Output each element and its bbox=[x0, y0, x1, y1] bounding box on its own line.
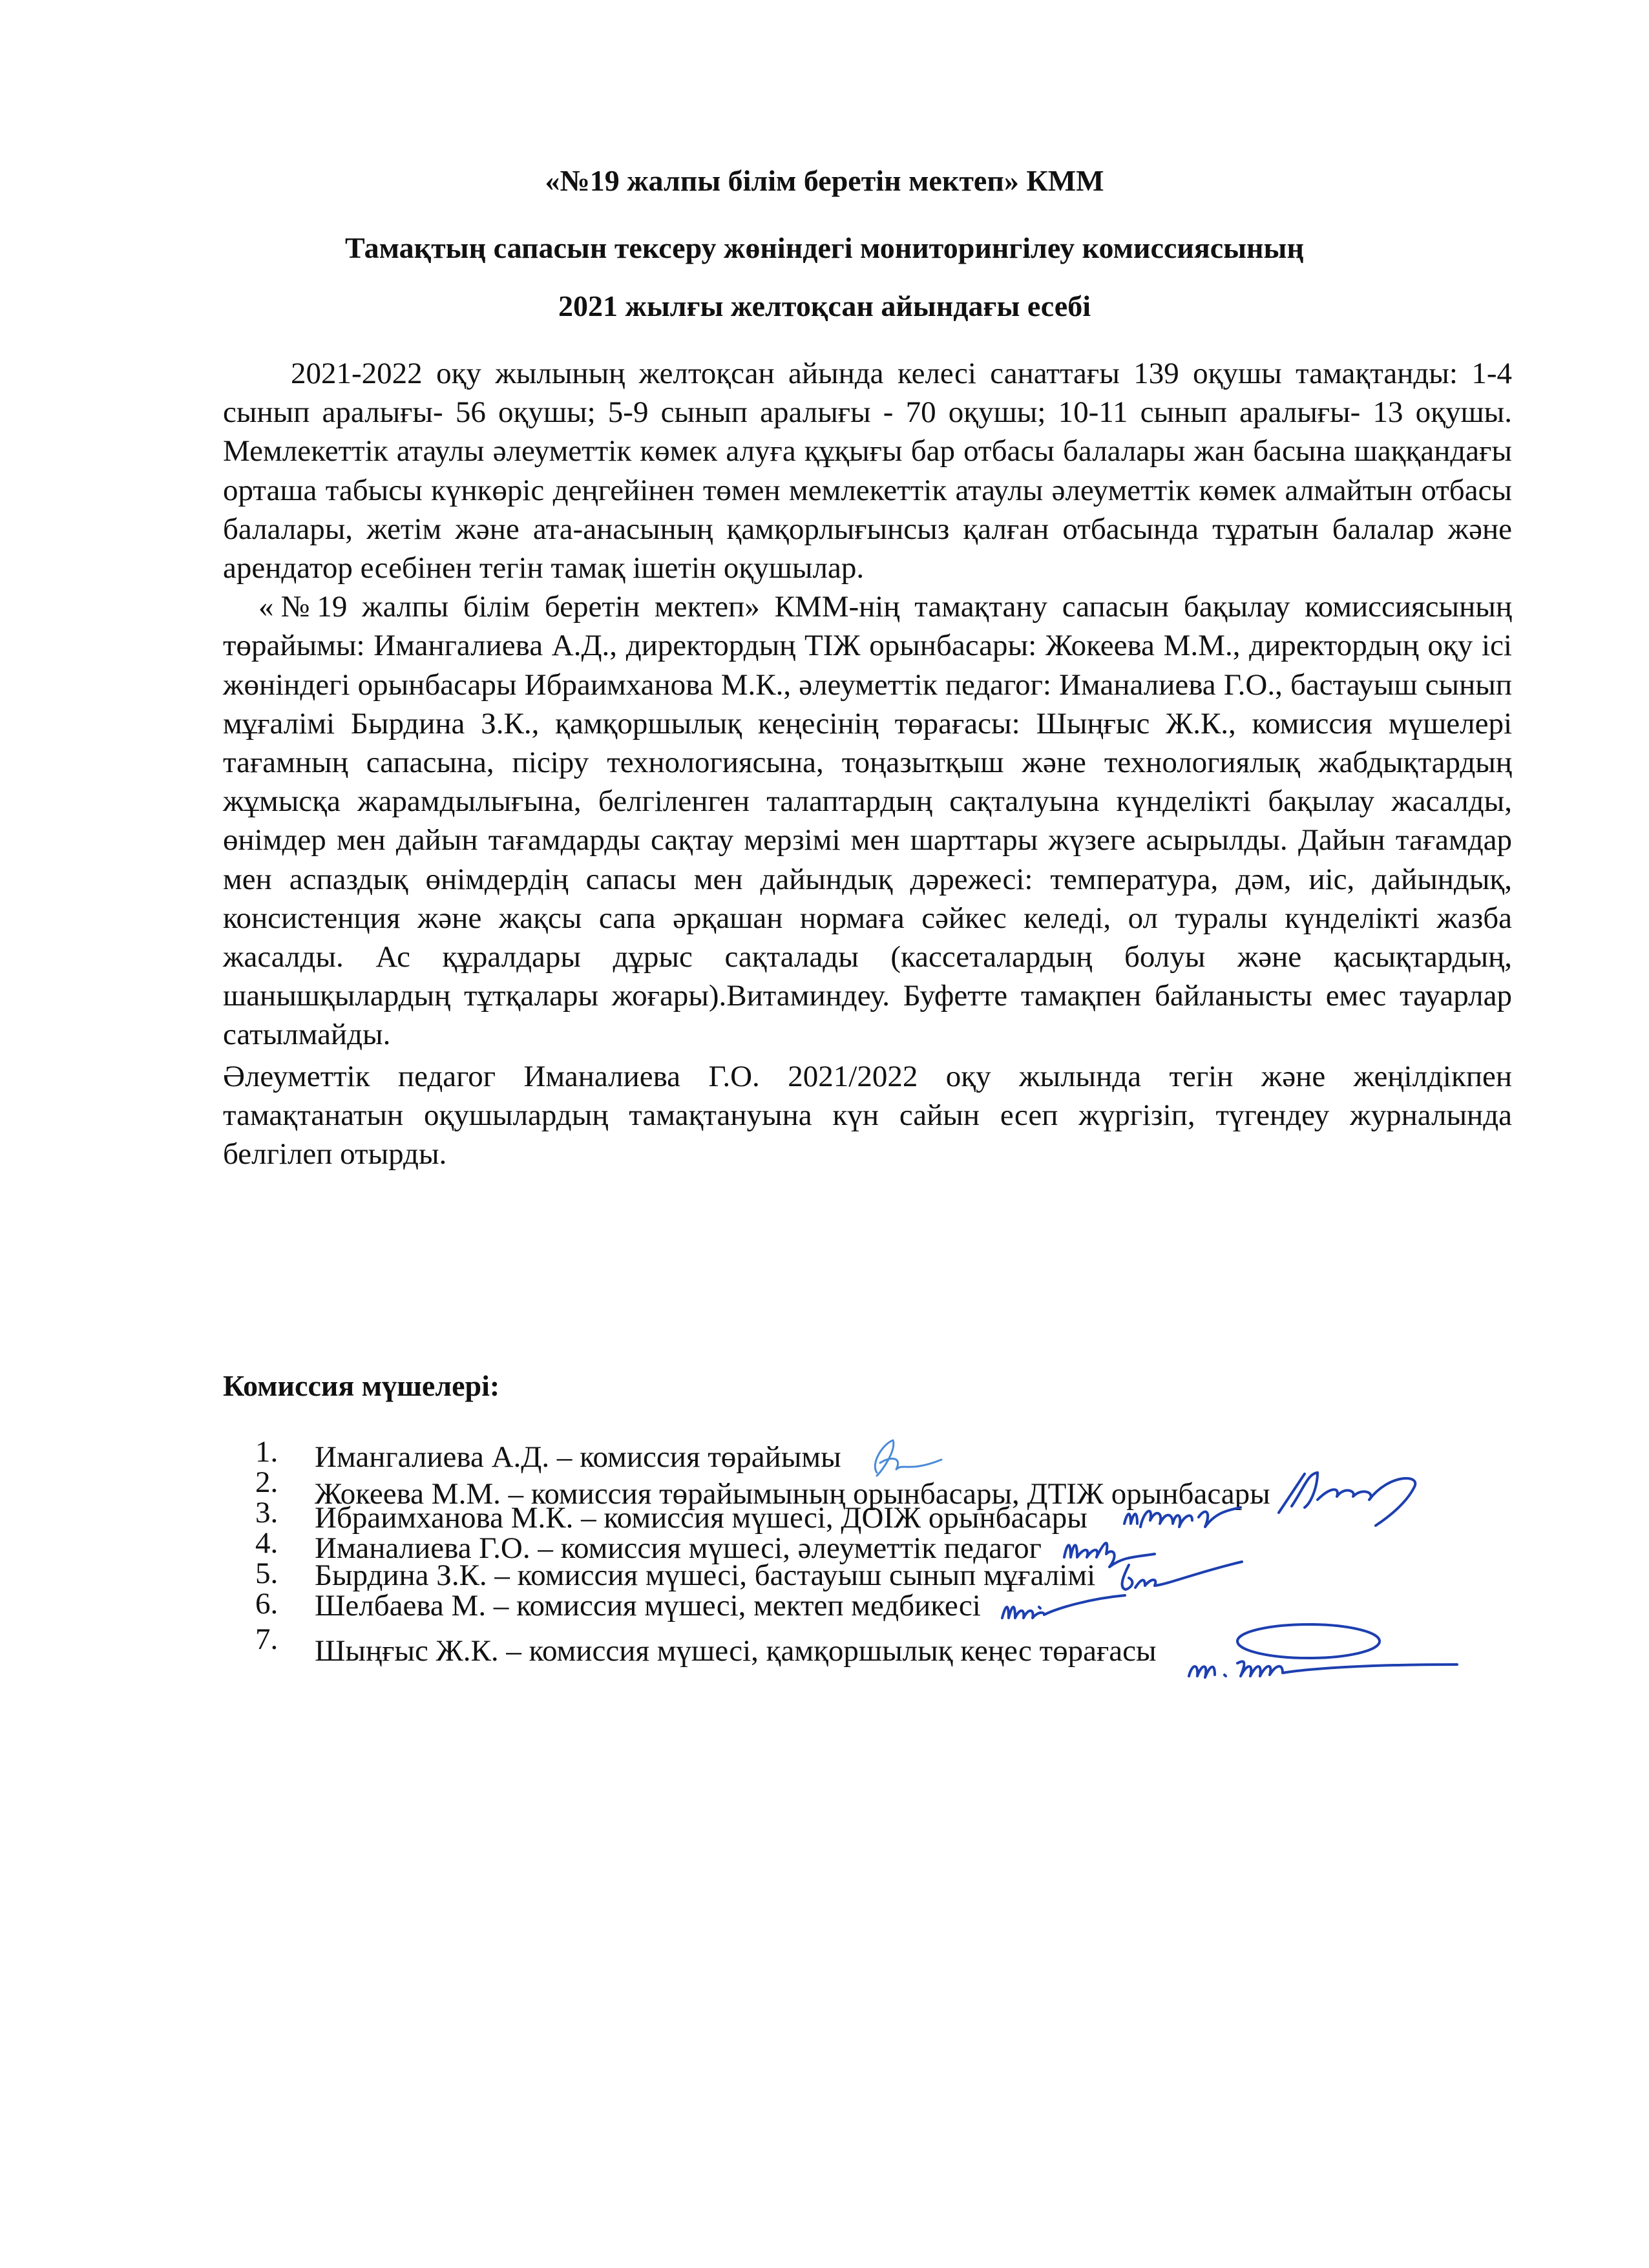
paragraph-social-pedagogue: Әлеуметтік педагог Иманалиева Г.О. 2021/2022 оқу жылында тегін және жеңілдікпен тамақтанатын оқушылардың тамақтануына күн сайын есеп жүргізіп, түгендеу журналында белгілеп отырды. bbox=[223, 1059, 1512, 1171]
list-item bbox=[255, 1435, 1457, 1474]
members-list bbox=[255, 1435, 1457, 1668]
list-item bbox=[255, 1496, 1457, 1535]
member-text: Иманалиева Г.О. – комиссия мүшесі, әлеуметтік педагог bbox=[315, 1531, 1042, 1565]
list-number: 2. bbox=[255, 1465, 278, 1499]
member-text: Бырдина З.К. – комиссия мүшесі, бастауыш сынып мұғалімі bbox=[315, 1558, 1096, 1592]
list-item bbox=[255, 1526, 1457, 1565]
members-heading: Комиссия мүшелері: bbox=[223, 1369, 500, 1402]
paragraph-commission-work: «№19 жалпы білім беретін мектеп» КММ-нің тамақтану сапасын бақылау комиссиясының төрайымы: Имангалиева А.Д., директордың ТІЖ орынбасары: Жокеева М.М., директордың оқу ісі жөніндегі орынбасары Ибраимханова М.К., әлеуметтік педагог: Иманалиева Г.О., бастауыш сынып мұғалімі Бырдина З.К., қамқоршылық кеңесінің төрағасы: Шыңғыс Ж.К., комиссия мүшелері тағамның сапасына, пісіру технологиясына, тоңазытқыш және технологиялық жабдықтардың жұмысқа жарамдылығына, белгіленген талаптардың сақталуына күнделікті бақылау жасалды, өнімдер мен дайын тағамдарды сақтау мерзімі мен шарттары жүзеге асырылды. Дайын тағамдар мен аспаздық өнімдердің сапасы мен дайындық дәрежесі: температура, дәм, иіс, дайындық, консистенция және жақсы сапа әрқашан нормаға сәйкес келеді, ол туралы күнделікті жазба жасалды. Ас құралдары дұрыс сақталады (кассеталардың болуы және қасықтардың, шанышқылардың тұтқалары жоғары).Витаминдеу. Буфетте тамақпен байланысты емес тауарлар сатылмайды. bbox=[223, 590, 1512, 1052]
member-text: Имангалиева А.Д. – комиссия төрайымы bbox=[315, 1440, 841, 1474]
list-number: 1. bbox=[255, 1435, 278, 1469]
document-title-block bbox=[0, 147, 1649, 340]
title-report-period: 2021 жылғы желтоқсан айындағы есебі bbox=[558, 289, 1091, 322]
title-commission: Тамақтың сапасын тексеру жөніндегі мониторингілеу комиссиясының bbox=[345, 231, 1304, 264]
member-text: Шыңғыс Ж.К. – комиссия мүшесі, қамқоршылық кеңес төрағасы bbox=[315, 1633, 1157, 1668]
list-number: 3. bbox=[255, 1496, 278, 1529]
title-school: «№19 жалпы білім беретін мектеп» КММ bbox=[545, 164, 1104, 197]
list-number: 4. bbox=[255, 1526, 278, 1560]
list-item bbox=[255, 1557, 1457, 1592]
member-text: Шелбаева М. – комиссия мүшесі, мектеп медбикесі bbox=[315, 1588, 981, 1622]
member-text: Жокеева М.М. – комиссия төрайымының орынбасары, ДТІЖ орынбасары bbox=[315, 1476, 1270, 1511]
paragraph-students-fed: 2021-2022 оқу жылының желтоқсан айында келесі санаттағы 139 оқушы тамақтанды: 1-4 сынып аралығы- 56 оқушы; 5-9 сынып аралығы - 70 оқушы; 10-11 сынып аралығы- 13 оқушы. Мемлекеттік атаулы әлеуметтік көмек алуға құқығы бар отбасы балалары жан басына шаққандағы орташа табысы күнкөріс деңгейінен төмен мемлекеттік атаулы әлеуметтік көмек алмайтын отбасы балалары, жетім және ата-анасының қамқорлығынсыз қалған отбасында тұратын балалар және арендатор есебінен тегін тамақ ішетін оқушылар. bbox=[223, 357, 1512, 585]
signature-7 bbox=[1186, 1624, 1457, 1683]
list-number: 6. bbox=[255, 1587, 278, 1621]
signature-6 bbox=[999, 1589, 1128, 1628]
member-text: Ибраимханова М.К. – комиссия мүшесі, ДОІЖ орынбасары bbox=[315, 1500, 1087, 1535]
list-item bbox=[255, 1465, 1457, 1511]
list-number: 7. bbox=[255, 1622, 278, 1656]
list-item bbox=[255, 1587, 1457, 1622]
report-body bbox=[223, 354, 1512, 1173]
list-number: 5. bbox=[255, 1557, 278, 1590]
list-item bbox=[255, 1622, 1457, 1668]
